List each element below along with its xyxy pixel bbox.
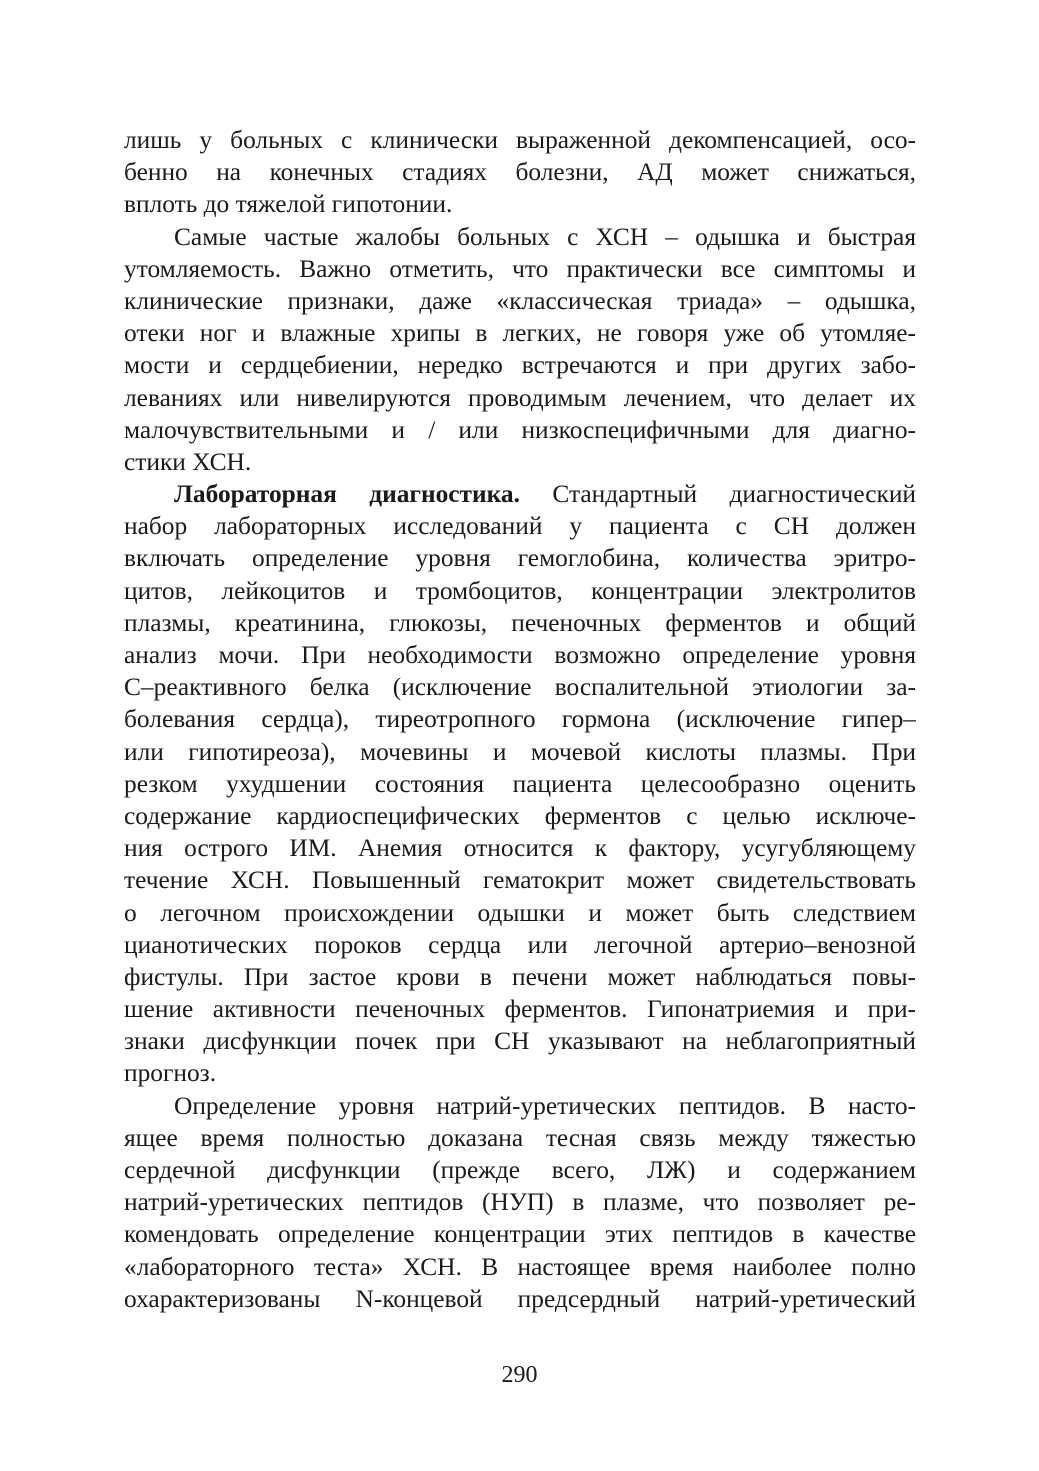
- text-line: клинические признаки, даже «классическая триада» – одышка,: [124, 286, 916, 315]
- text-line: охарактеризованы N-концевой предсердный натрий-уретический: [124, 1284, 916, 1313]
- text-line: или гипотиреоза), мочевины и мочевой кислоты плазмы. При: [124, 737, 916, 766]
- text-line: содержание кардиоспецифических ферментов с целью исключе-: [124, 801, 916, 830]
- text-line: натрий-уретических пептидов (НУП) в плазме, что позволяет ре-: [124, 1188, 916, 1217]
- text-line: С–реактивного белка (исключение воспалительной этиологии за-: [124, 673, 916, 702]
- text-line: мости и сердцебиении, нередко встречаются и при других забо-: [124, 351, 916, 380]
- page-number: 290: [501, 1362, 538, 1388]
- text-line: леваниях или нивелируются проводимым лечением, что делает их: [124, 383, 916, 412]
- text-line: течение ХСН. Повышенный гематокрит может свидетельствовать: [124, 866, 916, 895]
- paragraph-4: [124, 1090, 916, 1315]
- page-body: [124, 124, 916, 1315]
- text-line: шение активности печеночных ферментов. Гипонатриемия и при-: [124, 995, 916, 1024]
- text-line: Самые частые жалобы больных с ХСН – одышка и быстрая: [174, 222, 916, 251]
- text-line: цитов, лейкоцитов и тромбоцитов, концентрации электролитов: [124, 576, 916, 605]
- text-line: набор лабораторных исследований у пациента с СН должен: [124, 512, 916, 541]
- paragraph-1: [124, 124, 916, 221]
- text-line: ящее время полностью доказана тесная связь между тяжестью: [124, 1123, 916, 1152]
- text-line: комендовать определение концентрации этих пептидов в качестве: [124, 1220, 916, 1249]
- text-line: анализ мочи. При необходимости возможно определение уровня: [124, 641, 916, 669]
- text-line: цианотических пороков сердца или легочной артерио–венозной: [124, 930, 916, 959]
- text-fragment: Стандартный диагностический: [519, 480, 916, 509]
- text-line: вплоть до тяжелой гипотонии.: [124, 190, 453, 219]
- text-line: утомляемость. Важно отметить, что практически все симптомы и: [124, 254, 916, 283]
- paragraph-2: [124, 221, 916, 479]
- text-line: включать определение уровня гемоглобина, количества эритро-: [124, 544, 916, 573]
- text-line: резком ухудшении состояния пациента целесообразно оценить: [124, 769, 916, 798]
- text-line: о легочном происхождении одышки и может быть следствием: [124, 898, 916, 927]
- text-line: стики ХСН.: [124, 447, 252, 476]
- text-line: плазмы, креатинина, глюкозы, печеночных ферментов и общий: [124, 608, 916, 637]
- inline-heading: Лабораторная диагностика.: [174, 480, 520, 509]
- text-line-with-heading: [124, 478, 916, 510]
- text-line: «лабораторного теста» ХСН. В настоящее время наиболее полно: [124, 1252, 916, 1281]
- text-line: малочувствительными и / или низкоспецифичными для диагно-: [124, 415, 916, 444]
- text-line: болевания сердца), тиреотропного гормона (исключение гипер–: [124, 705, 916, 734]
- text-line: фистулы. При застое крови в печени может наблюдаться повы-: [124, 962, 916, 991]
- text-line: бенно на конечных стадиях болезни, АД может снижаться,: [124, 158, 916, 187]
- text-line: лишь у больных с клинически выраженной декомпенсацией, осо-: [124, 126, 916, 154]
- text-line: ния острого ИМ. Анемия относится к фактору, усугубляющему: [124, 834, 916, 863]
- text-line: прогноз.: [124, 1059, 217, 1088]
- text-line: сердечной дисфункции (прежде всего, ЛЖ) и содержанием: [124, 1156, 916, 1184]
- text-line: Определение уровня натрий-уретических пептидов. В насто-: [174, 1091, 916, 1120]
- paragraph-3: [124, 478, 916, 1090]
- text-line: знаки дисфункции почек при СН указывают на неблагоприятный: [124, 1027, 916, 1056]
- text-line: отеки ног и влажные хрипы в легких, не говоря уже об утомляе-: [124, 319, 916, 348]
